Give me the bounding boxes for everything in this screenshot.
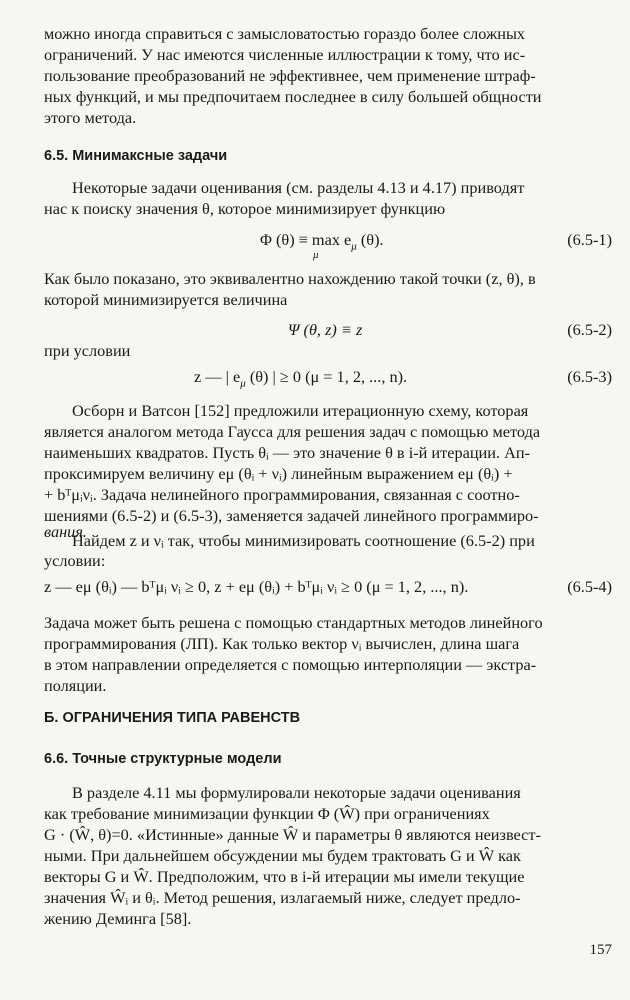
text-line: которой минимизируется величина (44, 290, 288, 309)
text-line: является аналогом метода Гаусса для решения задач с помощью метода (44, 422, 541, 441)
condition-label: при условии (44, 341, 131, 360)
text-line: нас к поиску значения θ, которое минимизирует функцию (44, 199, 446, 218)
equation-6-5-3 (194, 367, 407, 393)
text-line: Осборн и Ватсон [152] предложили итерационную схему, которая (72, 401, 529, 420)
equation-under: μ (313, 249, 319, 261)
text-line: Некоторые задачи оценивания (см. разделы 4.13 и 4.17) приводят (72, 178, 525, 197)
text-line: пользование преобразований не эффективнее, чем применение штраф- (44, 66, 536, 85)
equation-text: (θ) | ≥ 0 (μ = 1, 2, ..., n). (245, 367, 408, 386)
equation-text: z — | e (194, 367, 241, 386)
text-line: в этом направлении определяется с помощью интерполяции — экстра- (44, 655, 537, 674)
section-title: 6.6. Точные структурные модели (44, 751, 282, 767)
text-line: этого метода. (44, 108, 137, 127)
text-line: вания. (44, 522, 87, 541)
text-line: ными. При дальнейшем обсуждении мы будем трактовать G и Ŵ как (44, 846, 521, 865)
page-number: 157 (589, 942, 612, 958)
text-line: В разделе 4.11 мы формулировали некоторые задачи оценивания (72, 783, 521, 802)
text-line: поляции. (44, 676, 107, 695)
equation-subscript: μ (351, 240, 357, 253)
text-line: + bᵀμᵢνᵢ. Задача нелинейного программирования, связанная с соотно- (44, 485, 520, 504)
equation-6-5-1 (260, 230, 384, 256)
equation-number: (6.5-3) (567, 367, 612, 386)
text-line: наименьших квадратов. Пусть θᵢ — это значение θ в i-й итерации. Ап- (44, 443, 531, 462)
text-line: G · (Ŵ, θ)=0. «Истинные» данные Ŵ и параметры θ являются неизвест- (44, 825, 541, 844)
text-line: ных функций, и мы предпочитаем последнее в силу большей общности (44, 87, 542, 106)
text-line: векторы G и Ŵ. Предположим, что в i-й итерации мы имели текущие (44, 867, 525, 886)
text-line: программирования (ЛП). Как только вектор νᵢ вычислен, длина шага (44, 634, 520, 653)
text-line: Как было показано, это эквивалентно нахождению такой точки (z, θ), в (44, 269, 536, 288)
text-line: значения Ŵᵢ и θᵢ. Метод решения, излагаемый ниже, следует предло- (44, 888, 521, 907)
section-title: 6.5. Минимаксные задачи (44, 148, 228, 164)
text-line: можно иногда справиться с замысловатостью гораздо более сложных (44, 24, 526, 43)
text-line: жению Деминга [58]. (44, 909, 192, 928)
equation-6-5-4: z — eμ (θᵢ) — bᵀμᵢ νᵢ ≥ 0, z + eμ (θᵢ) + bᵀμᵢ νᵢ ≥ 0 (μ = 1, 2, ..., n). (44, 577, 469, 596)
equation-number: (6.5-1) (567, 230, 612, 249)
text-line: Задача может быть решена с помощью стандартных методов линейного (44, 613, 543, 632)
text-line: шениями (6.5-2) и (6.5-3), заменяется задачей линейного программиро- (44, 506, 539, 525)
text-line: как требование минимизации функции Φ (Ŵ) при ограничениях (44, 804, 490, 823)
equation-number: (6.5-2) (567, 320, 612, 339)
part-title: Б. ОГРАНИЧЕНИЯ ТИПА РАВЕНСТВ (44, 710, 301, 726)
equation-number: (6.5-4) (567, 577, 612, 596)
equation-subscript: μ (240, 377, 246, 390)
equation-6-5-2: Ψ (θ, z) ≡ z (288, 320, 363, 339)
text-line: Найдем z и νᵢ так, чтобы минимизировать соотношение (6.5-2) при (72, 531, 535, 550)
equation-text: (θ). (360, 230, 384, 249)
text-line: ограничений. У нас имеются численные иллюстрации к тому, что ис- (44, 45, 526, 64)
equation-text: Φ (θ) ≡ max e (260, 230, 352, 249)
text-line: условии: (44, 551, 106, 570)
text-line: проксимируем величину eμ (θᵢ + νᵢ) линейным выражением eμ (θᵢ) + (44, 464, 513, 483)
